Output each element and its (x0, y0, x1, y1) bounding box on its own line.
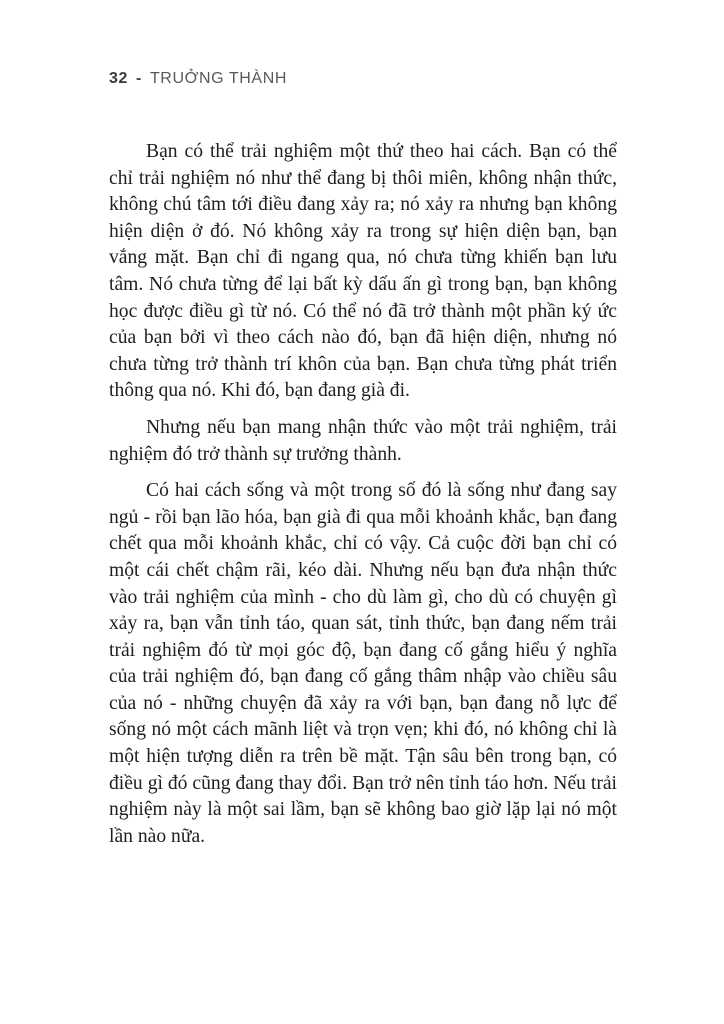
running-header (109, 70, 287, 88)
paragraph-1: Bạn có thể trải nghiệm một thứ theo hai cách. Bạn có thể chỉ trải nghiệm nó như thể đang bị thôi miên, không nhận thức, không chú tâm tới điều đang xảy ra; nó xảy ra nhưng bạn không hiện diện ở đó. Nó không xảy ra trong sự hiện diện bạn, bạn vắng mặt. Bạn chỉ đi ngang qua, nó chưa từng khiến bạn lưu tâm. Nó chưa từng để lại bất kỳ dấu ấn gì trong bạn, bạn không học được điều gì từ nó. Có thể nó đã trở thành một phần ký ức của bạn bởi vì theo cách nào đó, bạn đã hiện diện, nhưng nó chưa từng trở thành trí khôn của bạn. Bạn chưa từng phát triển thông qua nó. Khi đó, bạn đang già đi. (109, 141, 617, 402)
body-text (109, 139, 617, 860)
header-separator: - (136, 70, 142, 87)
chapter-title: TRUỞNG THÀNH (149, 70, 288, 87)
paragraph-3: Có hai cách sống và một trong số đó là sống như đang say ngủ - rồi bạn lão hóa, bạn già đi qua mỗi khoảnh khắc, bạn đang chết qua mỗi khoảnh khắc, chỉ có vậy. Cả cuộc đời bạn chỉ có một cái chết chậm rãi, kéo dài. Nhưng nếu bạn đưa nhận thức vào trải nghiệm của mình - cho dù làm gì, cho dù có chuyện gì xảy ra, bạn vẫn tỉnh táo, quan sát, tỉnh thức, bạn đang nếm trải trải nghiệm đó từ mọi góc độ, bạn đang cố gắng hiểu ý nghĩa của trải nghiệm đó, bạn đang cố gắng thâm nhập vào chiều sâu của nó - những chuyện đã xảy ra với bạn, bạn đang nỗ lực để sống nó một cách mãnh liệt và trọn vẹn; khi đó, nó không chỉ là một hiện tượng diễn ra trên bề mặt. Tận sâu bên trong bạn, có điều gì đó cũng đang thay đổi. Bạn trở nên tỉnh táo hơn. Nếu trải nghiệm này là một sai lầm, bạn sẽ không bao giờ lặp lại nó một lần nào nữa. (109, 480, 617, 847)
paragraph-2: Nhưng nếu bạn mang nhận thức vào một trải nghiệm, trải nghiệm đó trở thành sự trưởng thành. (109, 416, 617, 465)
page-number: 32 (109, 70, 128, 87)
